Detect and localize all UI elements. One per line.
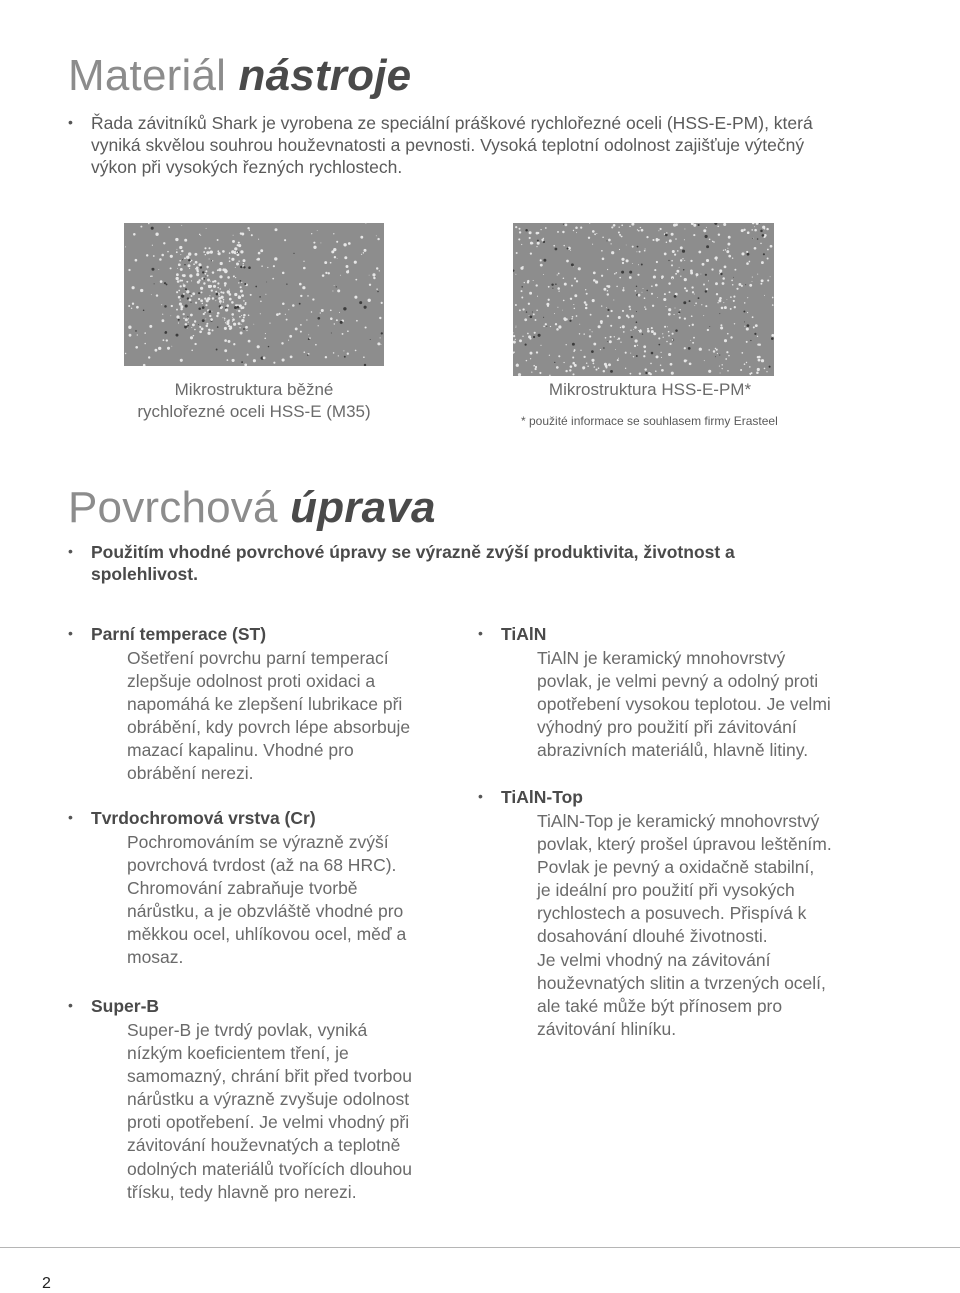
body-line: povlak, je velmi pevný a odolný proti (537, 670, 831, 693)
page-number: 2 (42, 1275, 51, 1293)
bullet-icon: • (68, 112, 91, 178)
body-line: TiAlN-Top je keramický mnohovrstvý (537, 810, 832, 833)
body-line: povlak, který prošel úpravou leštěním. (537, 833, 832, 856)
list-item-hard-chrome (68, 807, 406, 970)
surface-intro-bullet (68, 541, 831, 585)
bullet-icon: • (68, 623, 91, 786)
body-line: nízkým koeficientem tření, je (127, 1042, 412, 1065)
bullet-icon: • (68, 807, 91, 970)
intro-bullet (68, 112, 851, 178)
body-line: rychlostech a posuvech. Přispívá k (537, 902, 832, 925)
section-title-material (68, 54, 411, 98)
body-line: napomáhá ke zlepšení lubrikace při (127, 693, 410, 716)
title-plain: Povrchová (68, 483, 278, 532)
body-line: nárůstku a výrazně zvyšuje odolnost (127, 1088, 412, 1111)
item-heading: TiAlN (501, 623, 831, 645)
body-line: samomazný, chrání břit před tvorbou (127, 1065, 412, 1088)
body-line: obrábění nerezi. (127, 762, 410, 785)
microstructure-hss-e-pm-image (513, 223, 774, 376)
body-line: povrchová tvrdost (až na 68 HRC). (127, 854, 406, 877)
body-line: zlepšuje odolnost proti oxidaci a (127, 670, 410, 693)
item-body (127, 647, 410, 786)
body-line: Pochromováním se výrazně zvýší (127, 831, 406, 854)
body-line: je ideální pro použití při vysokých (537, 879, 832, 902)
body-line: mazací kapalinu. Vhodné pro (127, 739, 410, 762)
item-body (537, 810, 832, 1041)
item-heading: Super-B (91, 995, 412, 1017)
body-line: závitování houževnatých a teplotně (127, 1134, 412, 1157)
body-line: abrazivních materiálů, hlavně litiny. (537, 739, 831, 762)
item-body (127, 831, 406, 970)
bullet-icon: • (478, 786, 501, 1041)
microstructure-hss-e-image (124, 223, 384, 366)
bullet-icon: • (68, 541, 91, 585)
title-emphasis: úprava (290, 483, 436, 532)
item-heading: Tvrdochromová vrstva (Cr) (91, 807, 406, 829)
caption-line: Mikrostruktura běžné (104, 379, 404, 401)
body-line: Je velmi vhodný na závitování (537, 949, 832, 972)
item-heading: TiAlN-Top (501, 786, 832, 808)
body-line: obrábění, kdy povrch lépe absorbuje (127, 716, 410, 739)
item-body (127, 1019, 412, 1204)
body-line: proti opotřebení. Je velmi vhodný při (127, 1111, 412, 1134)
body-line: mosaz. (127, 946, 406, 969)
body-line: Chromování zabraňuje tvorbě (127, 877, 406, 900)
body-line: odolných materiálů tvořících dlouhou (127, 1158, 412, 1181)
body-line: ale také může být přínosem pro (537, 995, 832, 1018)
body-line: Ošetření povrchu parní temperací (127, 647, 410, 670)
caption-line: rychlořezné oceli HSS-E (M35) (104, 401, 404, 423)
item-heading: Parní temperace (ST) (91, 623, 410, 645)
body-line: třísku, tedy hlavně pro nerezi. (127, 1181, 412, 1204)
item-body (537, 647, 831, 762)
body-line: Povlak je pevný a oxidačně stabilní, (537, 856, 832, 879)
footer-divider (0, 1247, 960, 1248)
erasteel-footnote: * použité informace se souhlasem firmy Erasteel (521, 414, 778, 428)
title-emphasis: nástroje (239, 51, 412, 100)
body-line: dosahování dlouhé životnosti. (537, 925, 832, 948)
bullet-icon: • (478, 623, 501, 762)
bullet-icon: • (68, 995, 91, 1204)
body-line: měkkou ocel, uhlíkovou ocel, měď a (127, 923, 406, 946)
title-plain: Materiál (68, 51, 226, 100)
right-image-caption: Mikrostruktura HSS-E-PM* (510, 379, 790, 401)
section-title-surface (68, 486, 436, 530)
body-line: houževnatých slitin a tvrzených ocelí, (537, 972, 832, 995)
surface-intro-text: Použitím vhodné povrchové úpravy se výrazně zvýší produktivita, životnost a spolehlivost. (91, 541, 831, 585)
intro-text: Řada závitníků Shark je vyrobena ze speciální práškové rychlořezné oceli (HSS-E-PM), která vyniká skvělou souhrou houževnatosti a pevnosti. Vysoká teplotní odolnost zajišťuje výtečný výkon při vysokých řezných rychlostech. (91, 112, 851, 178)
body-line: Super-B je tvrdý povlak, vyniká (127, 1019, 412, 1042)
list-item-steam-temper (68, 623, 410, 786)
body-line: výhodný pro použití při závitování (537, 716, 831, 739)
left-image-caption (104, 379, 404, 423)
body-line: opotřebení vysokou teplotou. Je velmi (537, 693, 831, 716)
list-item-super-b (68, 995, 412, 1204)
list-item-tialn (478, 623, 831, 762)
body-line: TiAlN je keramický mnohovrstvý (537, 647, 831, 670)
body-line: nárůstku, a je obzvláště vhodné pro (127, 900, 406, 923)
body-line: závitování hliníku. (537, 1018, 832, 1041)
list-item-tialn-top (478, 786, 832, 1041)
